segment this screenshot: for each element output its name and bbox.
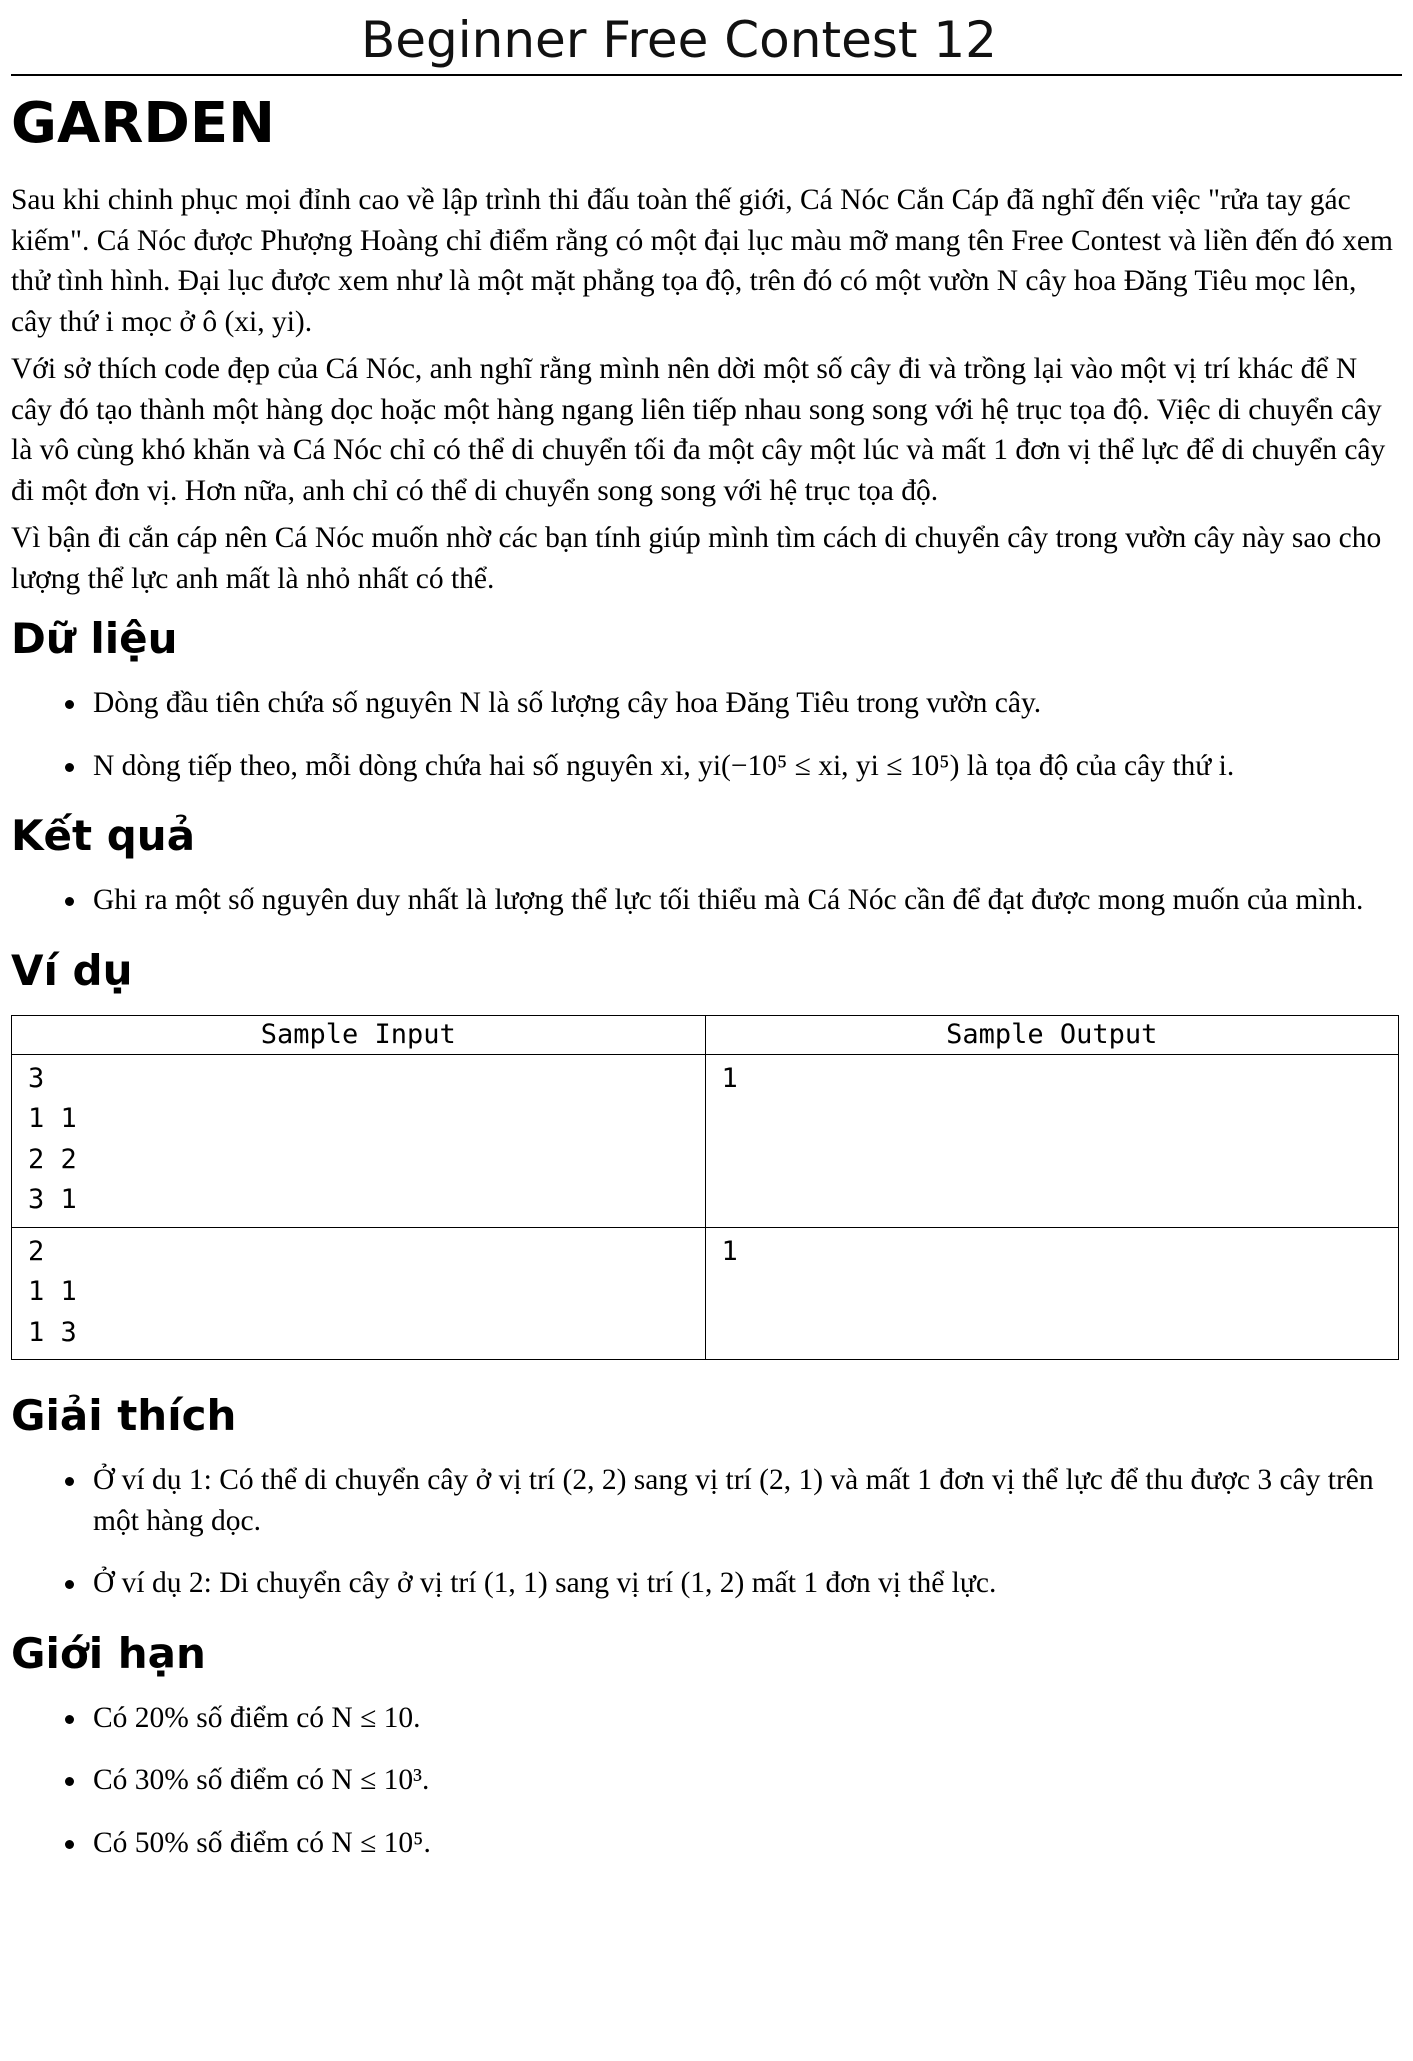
explanation-list (11, 1460, 1399, 1604)
sample-line: 1 (721, 1235, 738, 1267)
input-list (11, 683, 1399, 786)
statement-paragraph: Vì bận đi cắn cáp nên Cá Nóc muốn nhờ các bạn tính giúp mình tìm cách di chuyển cây trong vườn cây này sao cho lượng thể lực anh mất là nhỏ nhất có thể. (11, 522, 1382, 595)
list-item-text: Có 20% số điểm có N ≤ 10. (93, 1701, 421, 1734)
list-item-text: N dòng tiếp theo, mỗi dòng chứa hai số nguyên xi, yi(−10⁵ ≤ xi, yi ≤ 10⁵) là tọa độ của cây thứ i. (93, 749, 1235, 782)
list-item (11, 1760, 1399, 1801)
bullet-icon (65, 1580, 74, 1589)
bullet-icon (65, 763, 74, 772)
list-item-text: Ở ví dụ 2: Di chuyển cây ở vị trí (1, 1) sang vị trí (1, 2) mất 1 đơn vị thể lực. (93, 1567, 997, 1599)
table-row (12, 1227, 1399, 1360)
list-item-text: Ghi ra một số nguyên duy nhất là lượng thể lực tối thiểu mà Cá Nóc cần để đạt được mong muốn của mình. (93, 884, 1364, 916)
bullet-icon (65, 1840, 74, 1849)
bullet-icon (65, 897, 74, 906)
limits-list (11, 1698, 1399, 1864)
sample-line: 1 3 (28, 1316, 77, 1348)
bullet-icon (65, 700, 74, 709)
statement-paragraph: Sau khi chinh phục mọi đỉnh cao về lập trình thi đấu toàn thế giới, Cá Nóc Cắn Cáp đã nghĩ đến việc "rửa tay gác kiếm". Cá Nóc được Phượng Hoàng chỉ điểm rằng có một đại lục màu mỡ mang tên Free Contest và liền đến đó xem thử tình hình. Đại lục được xem như là một mặt phẳng tọa độ, trên đó có một vườn N cây hoa Đăng Tiêu mọc lên, cây thứ i mọc ở ô (xi, yi). (11, 184, 1393, 338)
list-item (11, 1823, 1399, 1864)
list-item-text: Ở ví dụ 1: Có thể di chuyển cây ở vị trí (2, 2) sang vị trí (2, 1) và mất 1 đơn vị thể lực để thu được 3 cây trên một hàng dọc. (93, 1464, 1374, 1537)
sample-line: 3 1 (28, 1184, 77, 1215)
limits-heading: Giới hạn (11, 1628, 206, 1678)
bullet-icon (65, 1777, 74, 1786)
list-item (11, 746, 1399, 787)
sample-line: 1 1 (28, 1103, 77, 1134)
input-heading: Dữ liệu (11, 614, 178, 663)
statement-paragraph: Với sở thích code đẹp của Cá Nóc, anh nghĩ rằng mình nên dời một số cây đi và trồng lại vào một vị trí khác để N cây đó tạo thành một hàng dọc hoặc một hàng ngang liên tiếp nhau song song với hệ trục tọa độ. Việc di chuyển cây là vô cùng khó khăn và Cá Nóc chỉ có thể di chuyển tối đa một cây một lúc và mất 1 đơn vị thể lực để di chuyển cây đi một đơn vị. Hơn nữa, anh chỉ có thể di chuyển song song với hệ trục tọa độ. (11, 353, 1386, 507)
bullet-icon (65, 1477, 74, 1486)
table-header-row (12, 1015, 1399, 1054)
sample-input-header: Sample Input (12, 1015, 706, 1054)
list-item-text: Có 50% số điểm có N ≤ 10⁵. (93, 1826, 431, 1859)
problem-content (11, 180, 1399, 1885)
sample-line: 3 (28, 1062, 45, 1094)
examples-heading: Ví dụ (11, 945, 133, 995)
list-item (11, 1460, 1399, 1541)
output-heading: Kết quả (11, 811, 196, 860)
sample-line: 1 (721, 1062, 738, 1094)
sample-output-cell (705, 1054, 1399, 1227)
list-item (11, 1563, 1399, 1604)
sample-line: 2 (28, 1235, 45, 1267)
list-item-text: Có 30% số điểm có N ≤ 10³. (93, 1764, 430, 1796)
sample-input-cell (12, 1227, 706, 1360)
sample-line: 2 2 (28, 1143, 77, 1175)
sample-output-header: Sample Output (705, 1015, 1399, 1054)
sample-line: 1 1 (28, 1276, 77, 1307)
list-item (11, 880, 1399, 921)
bullet-icon (65, 1715, 74, 1724)
samples-table (11, 1015, 1399, 1361)
contest-name: Beginner Free Contest 12 (360, 11, 997, 69)
sample-input-cell (12, 1054, 706, 1227)
explanation-heading: Giải thích (11, 1391, 237, 1440)
list-item (11, 683, 1399, 724)
output-list (11, 880, 1399, 921)
page-header (11, 8, 1402, 76)
table-row (12, 1054, 1399, 1227)
problem-title: GARDEN (11, 91, 276, 156)
list-item-text: Dòng đầu tiên chứa số nguyên N là số lượng cây hoa Đăng Tiêu trong vườn cây. (93, 687, 1042, 719)
list-item (11, 1698, 1399, 1739)
sample-output-cell (705, 1227, 1399, 1360)
